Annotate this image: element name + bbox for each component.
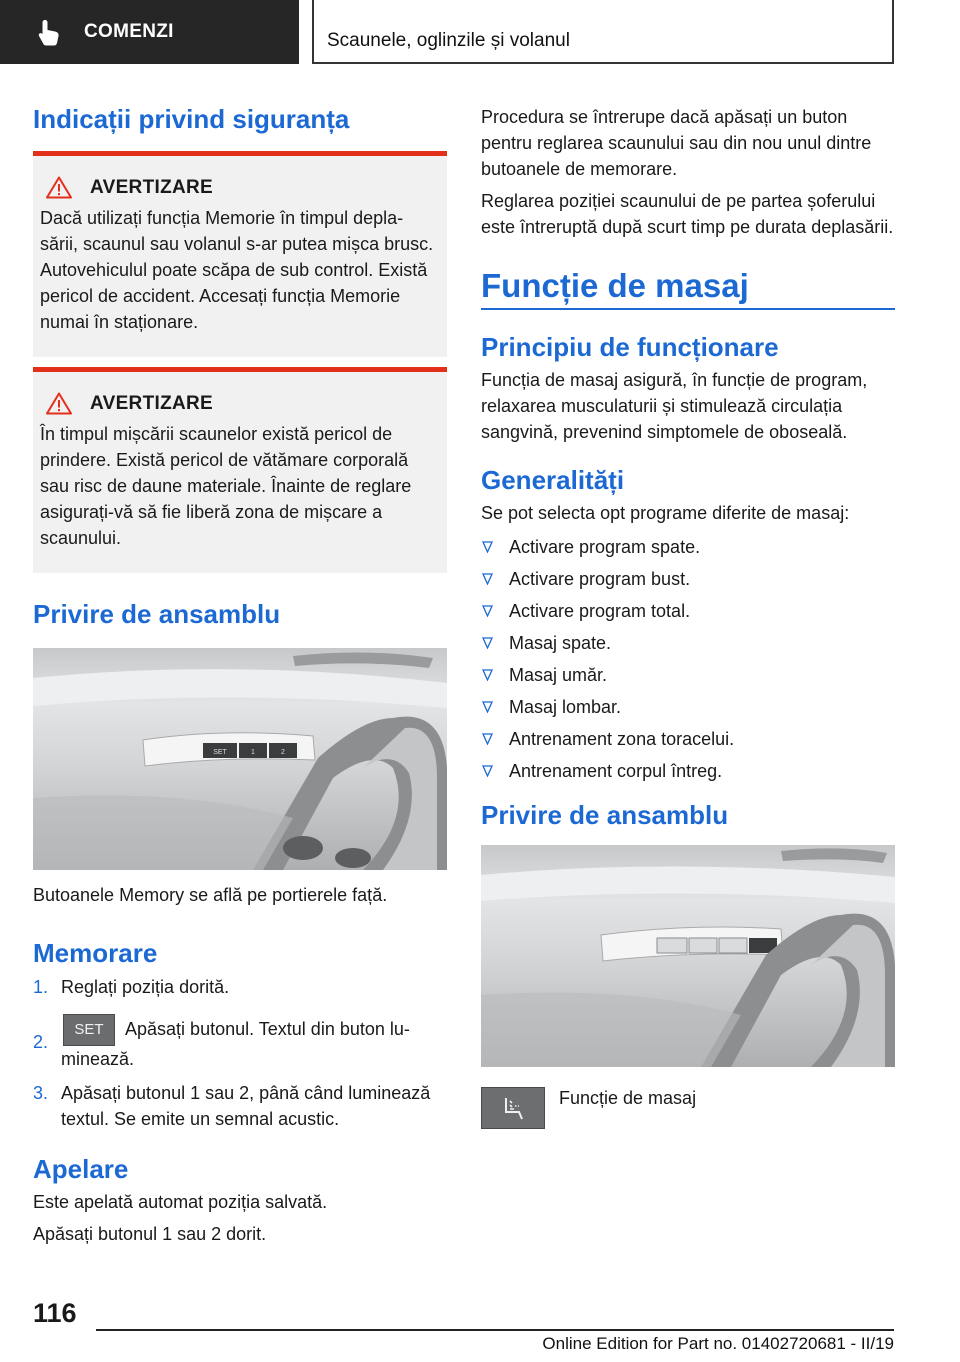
edition-note: Online Edition for Part no. 01402720681 - II/19 — [542, 1334, 894, 1353]
step-text: Reglați poziția dorită. — [61, 976, 230, 997]
section-tab-label: COMENZI — [84, 21, 174, 42]
warning-text: În timpul mișcării scaunelor există pericol de prindere. Există pericol de vătămare corporală sau risc de daune materiale. Înainte de reglare asigurați-vă să fie liberă zona de mișcare a scaunului. — [40, 424, 412, 549]
overview-heading: Privire de ansamblu — [481, 799, 729, 830]
massage-section-title — [481, 266, 895, 310]
bullet-triangle-icon — [482, 541, 493, 553]
step-item — [33, 1080, 447, 1132]
door-massage-button-photo — [481, 845, 895, 1067]
chapter-title-box — [312, 0, 894, 64]
principle-text: Funcția de masaj asigură, în funcție de program, relaxarea musculaturii și stimulează circulația sangvină, prevenind simptomele de oboseală. — [481, 369, 868, 442]
principle-heading: Principiu de funcționare — [481, 331, 779, 362]
list-item-text: Activare program total. — [509, 600, 691, 621]
massage-heading: Funcție de masaj — [481, 267, 749, 304]
door-memory-buttons-photo — [33, 648, 447, 870]
list-item — [481, 630, 895, 656]
warning-title: AVERTIZARE — [90, 392, 213, 414]
warning-box — [33, 367, 447, 573]
warning-triangle-icon — [46, 392, 72, 415]
step-item — [33, 1014, 447, 1072]
warning-text: Dacă utilizați funcția Memorie în timpul deplasării, scaunul sau volanul s-ar putea mișca brusc. Autovehiculul poate scăpa de sub control. Există pericol de accident. Accesați funcția Memorie numai în staționare. — [40, 208, 434, 333]
list-item-text: Antrenament zona toracelui. — [509, 728, 735, 749]
massage-seat-icon — [500, 1095, 526, 1121]
list-item-text: Activare program spate. — [509, 536, 701, 557]
general-heading: Generalități — [481, 464, 625, 495]
apelare-text-2: Apăsați butonul 1 sau 2 dorit. — [33, 1223, 267, 1244]
intro-paragraph-1: Procedura se întrerupe dacă apăsați un buton pentru reglarea scaunului sau din nou unul dintre butoanele de memorare. — [481, 107, 872, 179]
set-button-icon: SET — [63, 1014, 115, 1046]
massage-button — [481, 1087, 545, 1129]
door-panel-illustration — [33, 648, 447, 870]
hand-pointer-icon — [36, 18, 62, 46]
massage-button-legend — [481, 1087, 895, 1129]
list-item-text: Masaj spate. — [509, 632, 612, 653]
list-item-text: Masaj lombar. — [509, 696, 622, 717]
page-number: 116 — [33, 1298, 77, 1328]
step-number: 1. — [33, 976, 49, 997]
warning-box — [33, 151, 447, 357]
overview-heading: Privire de ansamblu — [33, 599, 281, 630]
list-item-text: Masaj umăr. — [509, 664, 608, 685]
general-text: Se pot selecta opt programe diferite de masaj: — [481, 502, 850, 523]
bullet-triangle-icon — [482, 765, 493, 777]
list-item-text: Activare program bust. — [509, 568, 691, 589]
step-text: Apăsați butonul 1 sau 2, până când luminează textul. Se emite un semnal acustic. — [61, 1082, 431, 1129]
step-number: 3. — [33, 1082, 49, 1103]
list-item — [481, 534, 895, 560]
list-item — [481, 726, 895, 752]
photo-caption: Butoanele Memory se află pe portierele față. — [33, 885, 388, 906]
list-item — [481, 662, 895, 688]
bullet-triangle-icon — [482, 637, 493, 649]
bullet-triangle-icon — [482, 733, 493, 745]
photo-button-1-label: 1 — [251, 749, 255, 757]
left-column — [33, 104, 447, 1247]
bullet-triangle-icon — [482, 605, 493, 617]
list-item — [481, 758, 895, 784]
list-item — [481, 566, 895, 592]
apelare-heading: Apelare — [33, 1153, 129, 1184]
footer-divider — [96, 1329, 894, 1331]
step-item — [33, 974, 447, 1000]
intro-paragraph-2: Reglarea poziției scaunului de pe partea șoferului este întreruptă după scurt timp pe durata deplasării. — [481, 191, 894, 237]
list-item-text: Antrenament corpul întreg. — [509, 760, 723, 781]
list-item — [481, 694, 895, 720]
photo-button-2-label: 2 — [281, 749, 285, 757]
memorare-steps — [33, 974, 447, 1132]
memorare-heading: Memorare — [33, 938, 158, 969]
warning-title: AVERTIZARE — [90, 176, 213, 198]
massage-program-list — [481, 534, 895, 784]
section-tab[interactable] — [0, 0, 299, 64]
step-number: 2. — [33, 1031, 49, 1052]
bullet-triangle-icon — [482, 573, 493, 585]
bullet-triangle-icon — [482, 701, 493, 713]
photo-set-label: SET — [213, 749, 227, 757]
bullet-triangle-icon — [482, 669, 493, 681]
right-column — [481, 104, 895, 1129]
safety-heading: Indicații privind siguranța — [33, 104, 350, 134]
apelare-text-1: Este apelată automat poziția salvată. — [33, 1191, 328, 1212]
step-text: Apăsați butonul. Textul din buton luminează. — [61, 1018, 410, 1069]
warning-triangle-icon — [46, 176, 72, 199]
massage-button-label: Funcție de masaj — [559, 1088, 697, 1109]
door-panel-illustration — [481, 845, 895, 1067]
page-header — [0, 0, 960, 66]
chapter-title: Scaunele, oglinzile și volanul — [327, 30, 570, 51]
list-item — [481, 598, 895, 624]
